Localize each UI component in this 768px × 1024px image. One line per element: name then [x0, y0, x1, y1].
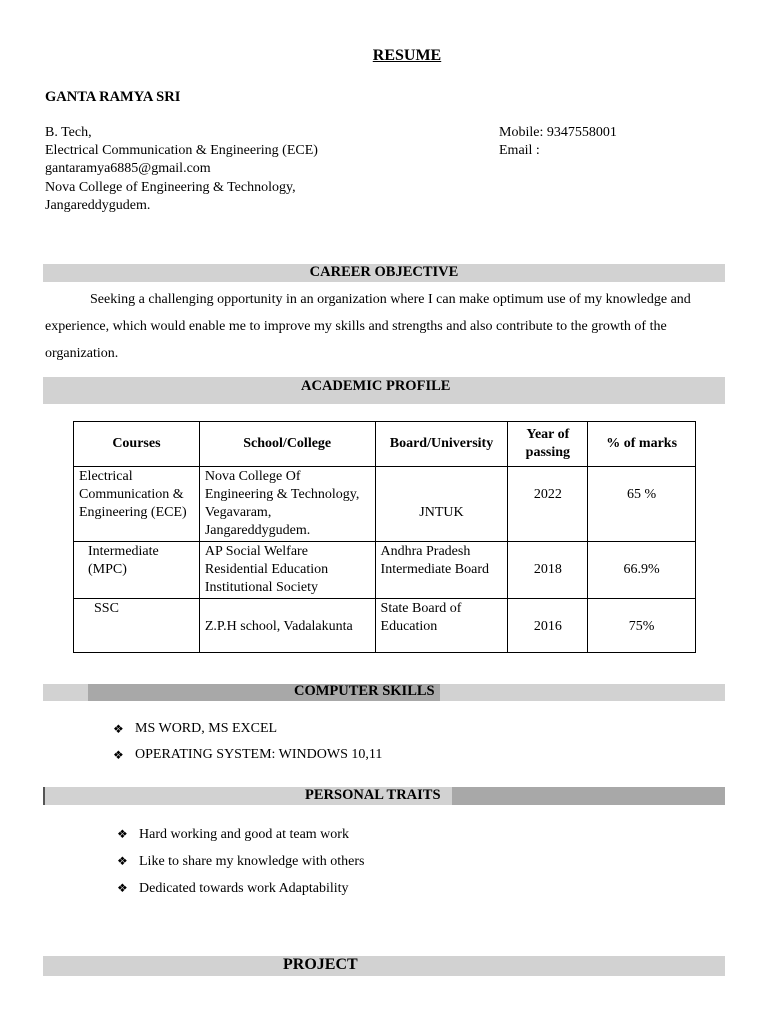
mobile: Mobile: 9347558001: [499, 125, 617, 140]
project-bar: [43, 956, 725, 976]
resume-title: RESUME: [372, 47, 442, 64]
project-heading: PROJECT: [283, 956, 358, 973]
skill-text: MS WORD, MS EXCEL: [135, 721, 278, 736]
academic-table: [73, 421, 696, 653]
cell-marks: 75%: [588, 599, 696, 653]
list-item: [113, 716, 382, 742]
skills-list: [113, 716, 382, 768]
bullet-icon: ❖: [113, 722, 124, 736]
personal-traits-dark-bar: [452, 787, 725, 805]
cell-course: Electrical Communication & Engineering (ECE): [74, 467, 200, 542]
cell-school: Z.P.H school, Vadalakunta: [199, 599, 375, 653]
email-label: Email :: [499, 143, 540, 159]
cell-course: [74, 542, 200, 599]
cell-year: 2022: [508, 467, 588, 542]
cell-year: 2016: [508, 599, 588, 653]
trait-text: Dedicated towards work Adaptability: [139, 881, 349, 896]
career-objective-heading: CAREER OBJECTIVE: [309, 264, 459, 280]
career-objective-body: Seeking a challenging opportunity in an organization where I can make optimum use of my knowledge and experience, which would enable me to improve my skills and strengths and also contribute to the growth of the organization.: [45, 292, 691, 361]
list-item: [113, 742, 382, 768]
candidate-name: GANTA RAMYA SRI: [45, 89, 181, 105]
list-item: [117, 821, 365, 848]
career-objective-text: [45, 286, 730, 367]
bullet-icon: ❖: [117, 827, 128, 841]
cell-course: SSC: [74, 599, 200, 653]
table-row: [74, 467, 696, 542]
course-text: Intermediate (MPC): [88, 544, 159, 577]
email-address: gantaramya6885@gmail.com: [45, 161, 211, 177]
bullet-icon: ❖: [113, 748, 124, 762]
contact-right: [499, 124, 617, 160]
table-row: [74, 542, 696, 599]
traits-list: [117, 821, 365, 902]
header-marks: % of marks: [588, 422, 696, 467]
degree: B. Tech,: [45, 125, 92, 140]
personal-traits-edge: [43, 787, 45, 805]
bullet-icon: ❖: [117, 881, 128, 895]
list-item: [117, 875, 365, 902]
cell-year: 2018: [508, 542, 588, 599]
list-item: [117, 848, 365, 875]
college-location: Jangareddygudem.: [45, 197, 151, 213]
bullet-icon: ❖: [117, 854, 128, 868]
academic-profile-heading: ACADEMIC PROFILE: [301, 378, 451, 394]
cell-school: Nova College Of Engineering & Technology, Vegavaram, Jangareddygudem.: [199, 467, 375, 542]
header-courses: Courses: [74, 422, 200, 467]
header-school: School/College: [199, 422, 375, 467]
skill-text: OPERATING SYSTEM: WINDOWS 10,11: [135, 747, 383, 762]
trait-text: Hard working and good at team work: [139, 827, 349, 842]
computer-skills-heading: COMPUTER SKILLS: [294, 683, 435, 699]
table-header-row: [74, 422, 696, 467]
cell-board: Andhra Pradesh Intermediate Board: [375, 542, 508, 599]
header-board: Board/University: [375, 422, 508, 467]
table-row: [74, 599, 696, 653]
contact-left: [45, 124, 318, 215]
college: Nova College of Engineering & Technology,: [45, 179, 296, 195]
cell-board: JNTUK: [375, 467, 508, 542]
personal-traits-heading: PERSONAL TRAITS: [305, 787, 441, 803]
trait-text: Like to share my knowledge with others: [139, 854, 365, 869]
cell-board: State Board of Education: [375, 599, 508, 653]
header-year: Year of passing: [508, 422, 588, 467]
cell-marks: 66.9%: [588, 542, 696, 599]
cell-school: AP Social Welfare Residential Education Institutional Society: [199, 542, 375, 599]
cell-marks: 65 %: [588, 467, 696, 542]
branch: Electrical Communication & Engineering (ECE): [45, 143, 318, 159]
